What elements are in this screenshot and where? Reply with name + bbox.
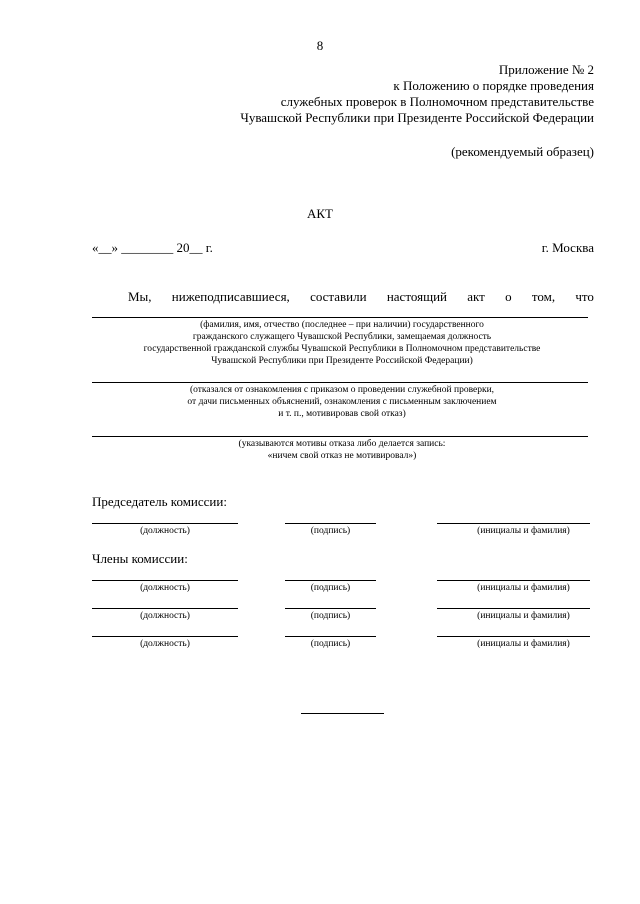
document-title: АКТ <box>307 206 333 221</box>
position-caption: (должность) <box>140 611 190 621</box>
date-field: «__» ________ 20__ г. <box>92 240 213 255</box>
appendix-header <box>174 62 594 126</box>
position-caption: (должность) <box>140 583 190 593</box>
signature-caption: (подпись) <box>310 611 351 621</box>
position-line[interactable] <box>92 608 238 609</box>
caption-line: и т. п., мотивировав свой отказ) <box>278 409 406 419</box>
signature-caption: (подпись) <box>310 639 351 649</box>
name-caption: (инициалы и фамилия) <box>477 639 570 649</box>
appendix-line: Приложение № 2 <box>498 62 594 77</box>
appendix-line: Чувашской Республики при Президенте Российской Федерации <box>240 110 594 125</box>
caption-line: (указываются мотивы отказа либо делается запись: <box>238 439 446 449</box>
name-caption: (инициалы и фамилия) <box>477 526 570 536</box>
intro-word: о <box>505 289 512 304</box>
signature-line[interactable] <box>285 580 376 581</box>
chairman-heading: Председатель комиссии: <box>92 494 227 509</box>
intro-sentence <box>128 289 594 305</box>
position-caption: (должность) <box>140 639 190 649</box>
name-line[interactable] <box>437 636 590 637</box>
intro-word: Мы, <box>128 289 152 304</box>
signature-line[interactable] <box>285 523 376 524</box>
end-divider <box>301 713 384 714</box>
appendix-line: служебных проверок в Полномочном представительстве <box>280 94 594 109</box>
page-number: 8 <box>316 38 324 53</box>
signature-line[interactable] <box>285 608 376 609</box>
name-line[interactable] <box>437 580 590 581</box>
fill-line-employee[interactable] <box>92 317 588 318</box>
caption-refusal <box>92 384 592 420</box>
position-caption: (должность) <box>140 526 190 536</box>
city: г. Москва <box>541 240 594 255</box>
position-line[interactable] <box>92 580 238 581</box>
caption-line: от дачи письменных объяснений, ознакомления с письменным заключением <box>187 397 497 407</box>
caption-employee <box>92 319 592 367</box>
fill-line-refusal[interactable] <box>92 382 588 383</box>
intro-word: настоящий <box>386 289 447 304</box>
signature-caption: (подпись) <box>310 526 351 536</box>
appendix-line: к Положению о порядке проведения <box>393 78 594 93</box>
position-line[interactable] <box>92 636 238 637</box>
signature-line[interactable] <box>285 636 376 637</box>
intro-word: том, <box>531 289 556 304</box>
fill-line-motives[interactable] <box>92 436 588 437</box>
caption-line: государственной гражданской службы Чувашской Республики в Полномочном представительстве <box>143 344 541 354</box>
caption-line: Чувашской Республики при Президенте Российской Федерации) <box>211 356 473 366</box>
caption-line: «ничем свой отказ не мотивировал») <box>267 451 417 461</box>
signature-caption: (подпись) <box>310 583 351 593</box>
intro-word: нижеподписавшиеся, <box>171 289 290 304</box>
caption-line: гражданского служащего Чувашской Республики, замещаемая должность <box>192 332 492 342</box>
intro-word: что <box>575 289 594 304</box>
intro-word: составили <box>310 289 367 304</box>
intro-word: акт <box>467 289 485 304</box>
name-line[interactable] <box>437 523 590 524</box>
name-caption: (инициалы и фамилия) <box>477 611 570 621</box>
caption-line: (фамилия, имя, отчество (последнее – при наличии) государственного <box>200 320 484 330</box>
name-line[interactable] <box>437 608 590 609</box>
position-line[interactable] <box>92 523 238 524</box>
caption-motives <box>92 438 592 462</box>
sample-note: (рекомендуемый образец) <box>451 144 594 159</box>
caption-line: (отказался от ознакомления с приказом о проведении служебной проверки, <box>189 385 495 395</box>
name-caption: (инициалы и фамилия) <box>477 583 570 593</box>
members-heading: Члены комиссии: <box>92 551 188 566</box>
